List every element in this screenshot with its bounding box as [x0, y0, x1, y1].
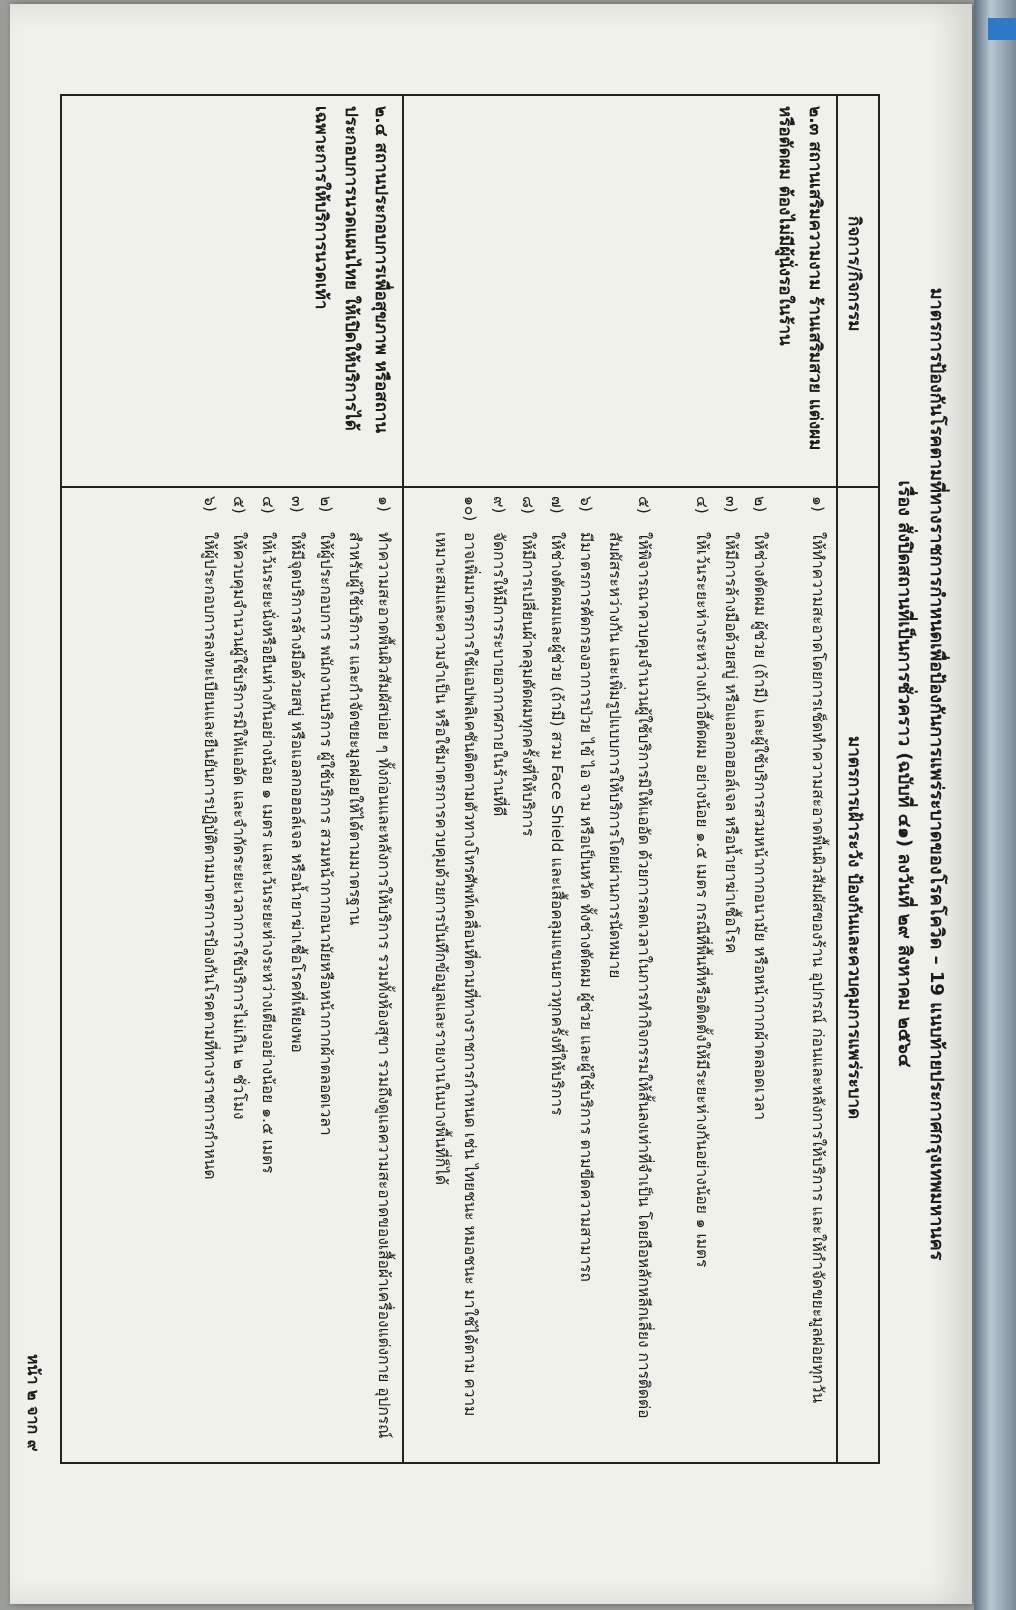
measure-number: ๓) [722, 496, 740, 513]
measure-number: ๕) [635, 496, 653, 514]
measure-text: ให้ผู้ประกอบการ พนักงานบริการ ผู้ใช้บริการ สวมหน้ากากอนามัยหรือหน้ากากผ้าตลอดเวลา [317, 532, 335, 1136]
row-divider [402, 96, 404, 1462]
measure-text: จัดการให้มีการระบายอากาศภายในร้านที่ดี [490, 532, 508, 817]
measure-text: ให้ทำความสะอาดโดยการเช็ดทำความสะอาดพื้นผิวสัมผัสของร้าน อุปกรณ์ ก่อนและหลังการให้บริการ และให้กำจัดขยะมูลฝอยทุกวัน [809, 532, 827, 1404]
page-number: หน้า ๒ จาก ๙ [24, 1354, 43, 1452]
activity-2-3: ๒.๓ สถานเสริมความงาม ร้านเสริมสวย แต่งผม หรือตัดผม ต้องไม่มีผู้นั่งรอในร้าน [775, 106, 825, 451]
measure-item [600, 496, 658, 1452]
measure-item [716, 496, 745, 1452]
measure-number: ๒) [751, 496, 769, 513]
document-title: มาตรการป้องกันโรคตามที่ทางราชการกำหนดเพื่อป้องกันการแพร่ระบาดของโรคโควิด – 19 แนบท้ายประกาศกรุงเทพมหานคร [926, 287, 947, 1261]
measure-text: ให้พิจารณาควบคุมจำนวนผู้ใช้บริการมิให้แออัด ด้วยการลดเวลาในการทำกิจกรรมให้สั้นลงเท่าที่จำเป็น โดยถือหลักหลีกเลี่ยง การติดต่อสัมผัสระหว่างกัน และเพิ่มรูปแบบการให้บริการโดยผ่านการนัดหมาย [606, 532, 653, 1419]
measure-number: ๔) [259, 496, 277, 514]
measure-item [340, 496, 398, 1452]
measure-text: ให้เว้นระยะนั่งหรือยืนห่างกันอย่างน้อย ๑ เมตร และเว้นระยะห่างระหว่างเตียงอย่างน้อย ๑.๕ เมตร [259, 532, 277, 1174]
measures-list-2-4 [195, 496, 398, 1452]
measure-item [658, 496, 716, 1452]
measure-text: มีมาตรการคัดกรองอาการป่วย ไข้ ไอ จาม หรือเป็นหวัด ทั้งช่างตัดผม ผู้ช่วย และผู้ใช้บริการ ตามขีดความสามารถ [577, 532, 595, 1282]
measure-item [253, 496, 282, 1452]
measure-text: ให้ช่างตัดผม ผู้ช่วย (ถ้ามี) และผู้ใช้บริการสวมหน้ากากอนามัย หรือหน้ากากผ้าตลอดเวลา [751, 532, 769, 1121]
measure-text: ให้ควบคุมจำนวนผู้ใช้บริการมิให้แออัด และจำกัดระยะเวลาการใช้บริการไม่เกิน ๒ ชั่วโมง [230, 532, 248, 1120]
measure-text: ให้มีการล้างมือด้วยสบู่ หรือแอลกอฮอล์เจล หรือน้ำยาฆ่าเชื้อโรค [722, 532, 740, 954]
measure-number: ๗) [548, 496, 566, 514]
background-object [988, 18, 1016, 40]
document-subtitle: เรื่อง สั่งปิดสถานที่เป็นการชั่วคราว (ฉบับที่ ๔๑) ลงวันที่ ๒๙ สิงหาคม ๒๕๖๔ [894, 480, 915, 1068]
measure-number: ๙) [490, 496, 508, 514]
measure-item [426, 496, 484, 1452]
measure-text: ให้ช่างตัดผมและผู้ช่วย (ถ้ามี) สวม Face Shield และเสื้อคลุมแขนยาวทุกครั้งที่ให้บริการ [548, 532, 566, 1116]
measure-number: ๕) [230, 496, 248, 514]
header-measures: มาตรการเฝ้าระวัง ป้องกันและควบคุมการแพร่ระบาด [844, 736, 864, 1120]
measure-number: ๔) [693, 496, 711, 514]
measure-text: ให้ผู้ประกอบการลงทะเบียนและยืนยันการปฏิบัติตามมาตรการป้องกันโรคตามที่ทางราชการกำหนด [201, 532, 219, 1180]
header-activity: กิจการ/กิจกรรม [844, 216, 864, 332]
measure-item [571, 496, 600, 1452]
measure-item [282, 496, 311, 1452]
measure-item [195, 496, 224, 1452]
measure-text: อาจเพิ่มมาตรการใช้แอปพลิเคชันติดตามตัวทางโทรศัพท์เคลื่อนที่ตามที่ทางราชการกำหนด เช่น ไทยชนะ หมอชนะ มาใช้ได้ตาม ความเหมาะสมและความจำเป็น หรือใช้มาตรการควบคุมด้วยการบันทึกข้อมูลและรายงานในบางพื้นที่ก็ได้ [432, 532, 479, 1417]
background-edge [974, 0, 1016, 1610]
measure-item [745, 496, 774, 1452]
measure-number: ๑) [809, 496, 827, 512]
measure-number: ๘) [519, 496, 537, 515]
measures-list-2-3 [426, 496, 832, 1452]
measure-text: ให้เว้นระยะห่างระหว่างเก้าอี้ตัดผม อย่างน้อย ๑.๕ เมตร กรณีที่พื้นที่หรือติดตั้งให้มีระยะห่างกันอย่างน้อย ๑ เมตร [693, 532, 711, 1268]
measure-number: ๖) [577, 496, 595, 512]
rotated-document [10, 54, 970, 1494]
column-divider [62, 486, 878, 488]
measures-table [60, 94, 880, 1464]
measure-text: ให้มีจุดบริการล้างมือด้วยสบู่ หรือแอลกอฮอล์เจล หรือน้ำยาฆ่าเชื้อโรคที่เพียงพอ [288, 532, 306, 1053]
measure-number: ๑) [375, 496, 393, 512]
header-divider [836, 96, 838, 1462]
measure-number: ๑๐) [461, 496, 479, 522]
measure-item [311, 496, 340, 1452]
measure-item [484, 496, 513, 1452]
measure-text: ให้มีการเปลี่ยนผ้าคลุมตัดผมทุกครั้งที่ให้บริการ [519, 532, 537, 837]
measure-item [224, 496, 253, 1452]
measure-item [774, 496, 832, 1452]
activity-2-4: ๒.๔ สถานประกอบการเพื่อสุขภาพ หรือสถานประกอบการนวดแผนไทย ให้เปิดให้บริการได้เฉพาะการให้บริการนวดเท้า [311, 106, 391, 434]
measure-number: ๒) [317, 496, 335, 513]
measure-text: ทำความสะอาดพื้นผิวสัมผัสบ่อย ๆ ทั้งก่อนและหลังการให้บริการ รวมทั้งห้องสุขา รวมถึงดูแลความสะอาดของเสื้อผ้าเครื่องแต่งกาย อุปกรณ์สำหรับผู้ใช้บริการ และกำจัดขยะมูลฝอยให้ได้ตามมาตรฐาน [346, 532, 393, 1439]
measure-item [542, 496, 571, 1452]
measure-number: ๓) [288, 496, 306, 513]
measure-item [513, 496, 542, 1452]
measure-number: ๖) [201, 496, 219, 512]
